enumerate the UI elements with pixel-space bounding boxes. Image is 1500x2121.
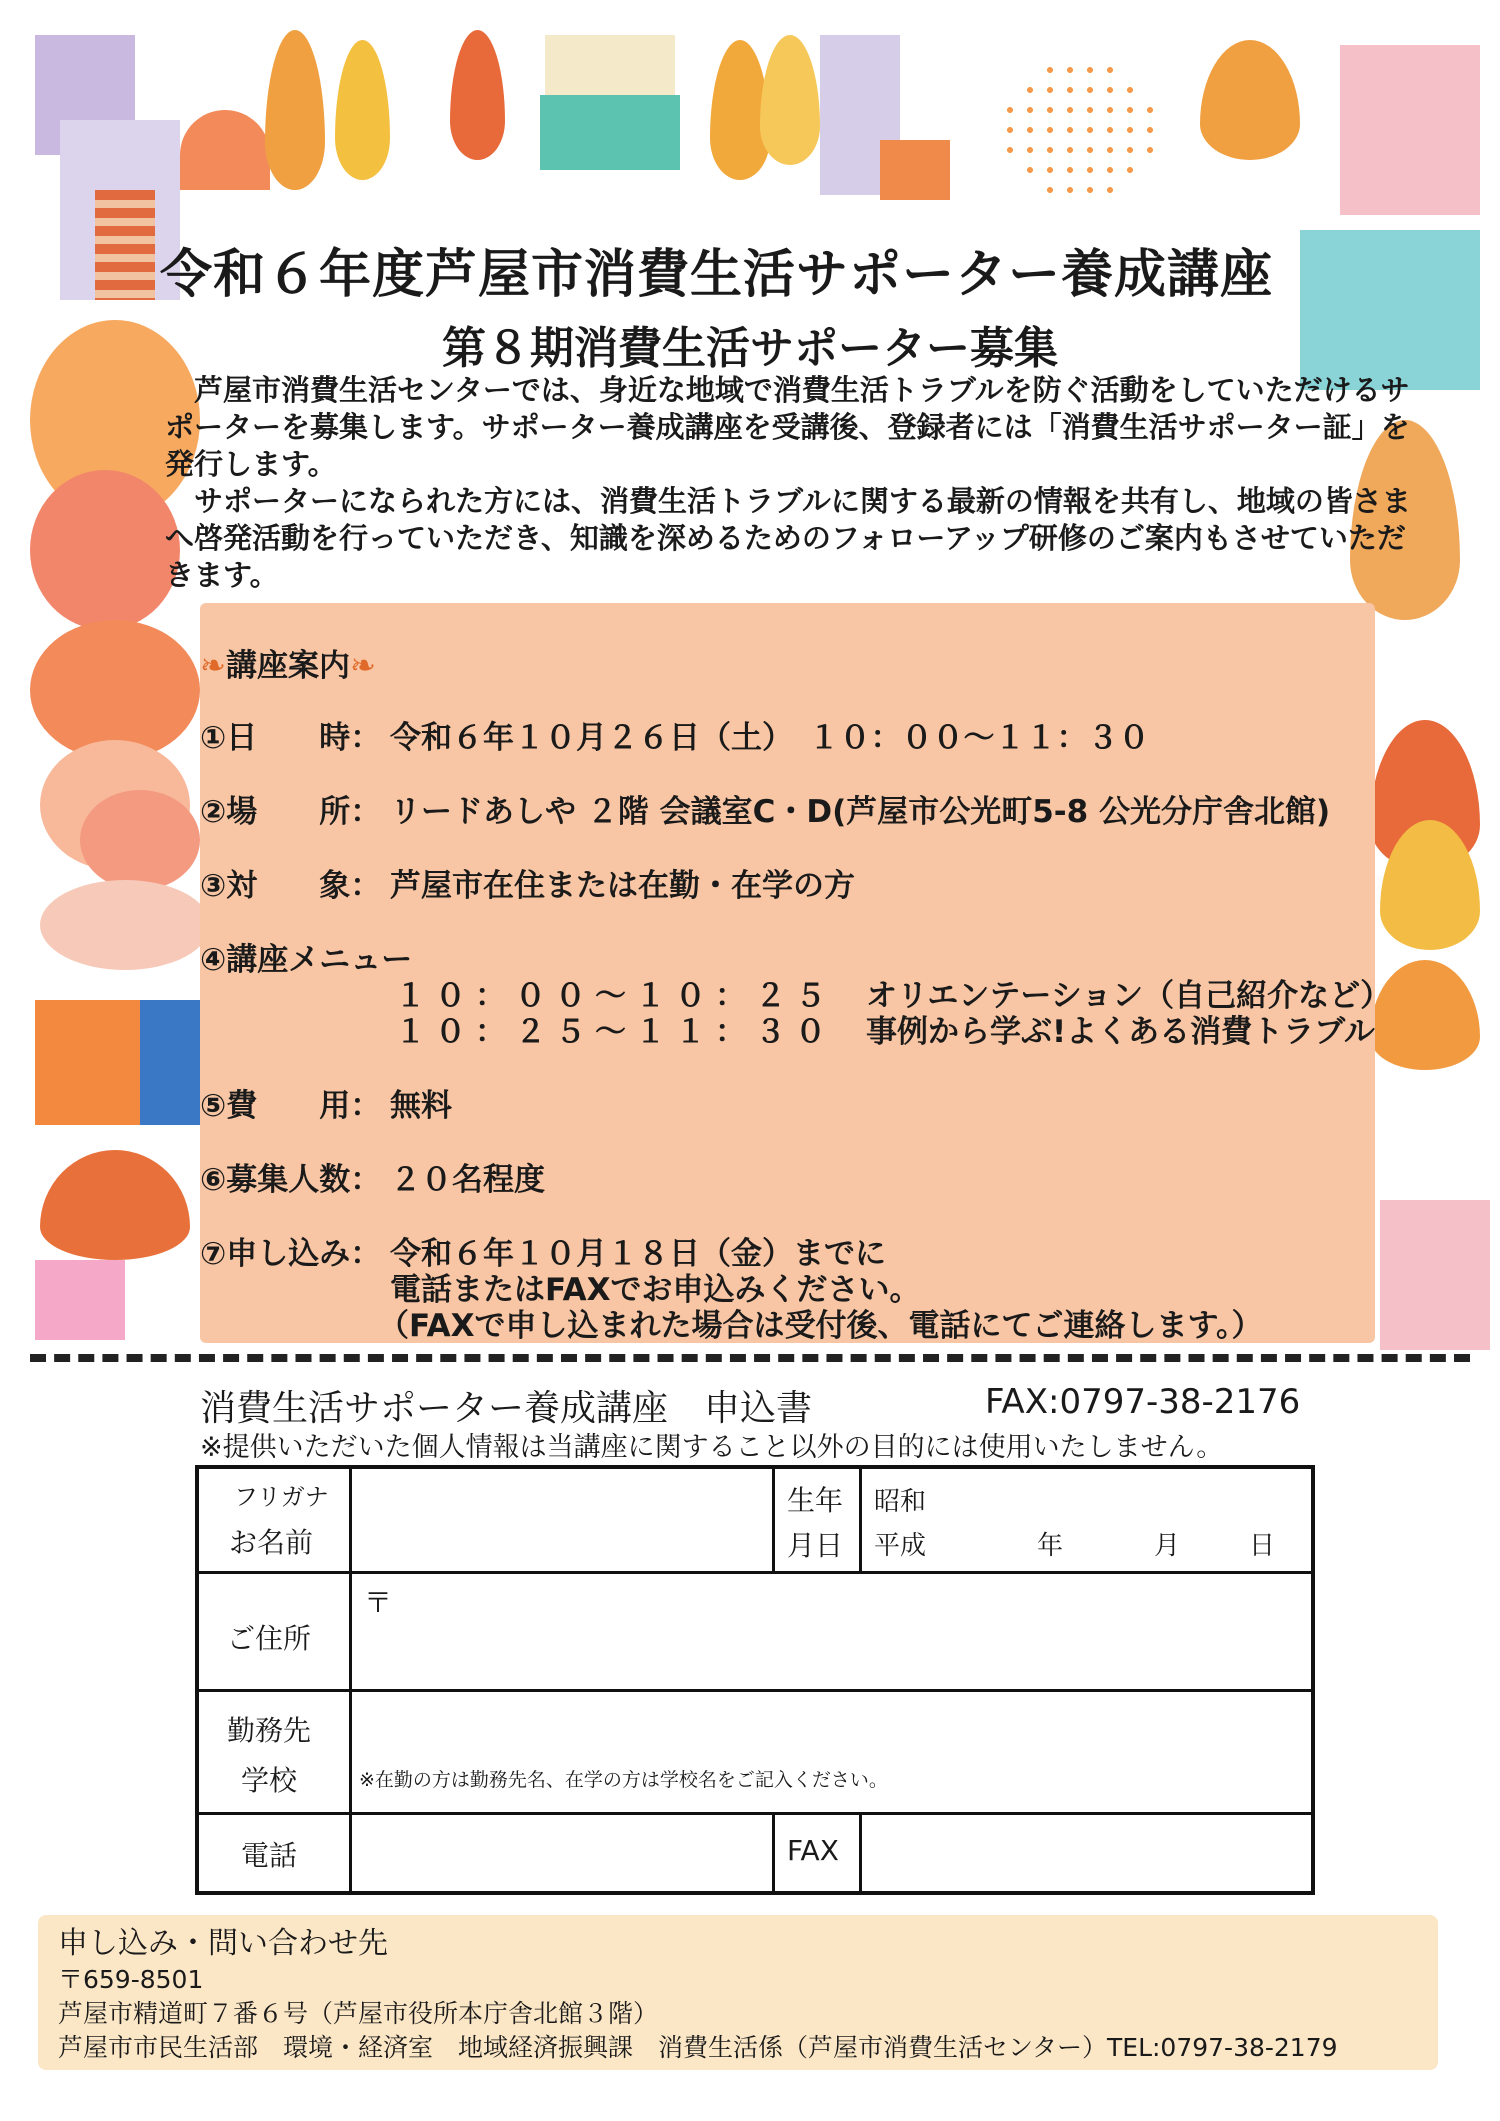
month-label: 月 xyxy=(1154,1531,1181,1561)
course-heading: ❧講座案内❧ xyxy=(200,648,376,684)
application-form xyxy=(195,1465,1315,1895)
name-label: お名前 xyxy=(229,1526,314,1559)
era-showa[interactable]: 昭和 xyxy=(874,1487,927,1517)
cut-line xyxy=(30,1354,1470,1362)
name-input[interactable] xyxy=(354,1473,766,1567)
phone-input[interactable] xyxy=(354,1816,766,1886)
birth-label-1: 生年 xyxy=(787,1484,844,1517)
era-heisei[interactable]: 平成 xyxy=(874,1531,927,1561)
course-apply-line2: 電話またはFAXでお申込みください。 xyxy=(390,1272,921,1308)
course-capacity-row: ⑥募集人数： ２０名程度 xyxy=(200,1162,545,1198)
course-date-row: ①日 時： 令和６年１０月２６日（土） １０：００〜１１：３０ xyxy=(200,720,1150,756)
intro-paragraph-2: サポーターになられた方には、消費生活トラブルに関する最新の情報を共有し、地域の皆さまへ啓発活動を行っていただき、知識を深めるためのフォローアップ研修のご案内もさせていただきます。 xyxy=(165,484,1411,592)
course-menu-label: ④講座メニュー xyxy=(200,942,413,978)
course-fee-row: ⑤費 用： 無料 xyxy=(200,1088,452,1124)
fax-input[interactable] xyxy=(864,1816,1304,1886)
form-fax-number: FAX:0797-38-2176 xyxy=(985,1382,1301,1422)
birth-label-2: 月日 xyxy=(787,1529,844,1562)
contact-heading: 申し込み・問い合わせ先 xyxy=(58,1926,388,1961)
course-apply-line3: （FAXで申し込まれた場合は受付後、電話にてご連絡します。） xyxy=(378,1308,1263,1344)
contact-department: 芦屋市市民生活部 環境・経済室 地域経済振興課 消費生活係（芦屋市消費生活センター）TEL:0797-38-2179 xyxy=(58,2033,1338,2062)
course-apply-row: ⑦申し込み： 令和６年１０月１８日（金）までに xyxy=(200,1236,886,1272)
workplace-input[interactable] xyxy=(354,1693,1304,1763)
leaf-icon: ❧ xyxy=(349,648,376,684)
fax-label: FAX xyxy=(787,1834,839,1867)
workplace-note: ※在勤の方は勤務先名、在学の方は学校名をご記入ください。 xyxy=(359,1769,888,1791)
postal-mark: 〒 xyxy=(364,1586,393,1619)
contact-postal: 〒659-8501 xyxy=(58,1965,204,1994)
furigana-label: フリガナ xyxy=(234,1483,329,1511)
intro-paragraph-1: 芦屋市消費生活センターでは、身近な地域で消費生活トラブルを防ぐ活動をしていただけるサポーターを募集します。サポーター養成講座を受講後、登録者には「消費生活サポーター証」を発行します。 xyxy=(165,373,1410,481)
address-input[interactable] xyxy=(354,1575,1304,1685)
leaf-icon: ❧ xyxy=(200,648,226,684)
contact-address: 芦屋市精道町７番６号（芦屋市役所本庁舎北館３階） xyxy=(58,1999,659,2028)
year-label: 年 xyxy=(1037,1531,1064,1561)
menu-item-1: １０：００〜１０：２５ オリエンテーション（自己紹介など） xyxy=(395,978,1392,1014)
workplace-label: 勤務先 xyxy=(227,1714,312,1747)
privacy-note: ※提供いただいた個人情報は当講座に関すること以外の目的には使用いたしません。 xyxy=(200,1432,1224,1463)
phone-label: 電話 xyxy=(241,1839,298,1872)
menu-item-2: １０：２５〜１１：３０ 事例から学ぶ!よくある消費トラブル xyxy=(395,1014,1375,1050)
page-title: 令和６年度芦屋市消費生活サポーター養成講座 xyxy=(160,245,1274,305)
course-place-row: ②場 所： リードあしや ２階 会議室C・D(芦屋市公光町5-8 公光分庁舎北館) xyxy=(200,794,1331,830)
form-title: 消費生活サポーター養成講座 申込書 xyxy=(200,1388,813,1429)
intro-text xyxy=(165,372,1415,594)
course-target-row: ③対 象： 芦屋市在住または在勤・在学の方 xyxy=(200,868,855,904)
page-subtitle: 第８期消費生活サポーター募集 xyxy=(442,323,1058,374)
address-label: ご住所 xyxy=(227,1622,312,1655)
day-label: 日 xyxy=(1249,1531,1276,1561)
school-label: 学校 xyxy=(241,1764,298,1797)
